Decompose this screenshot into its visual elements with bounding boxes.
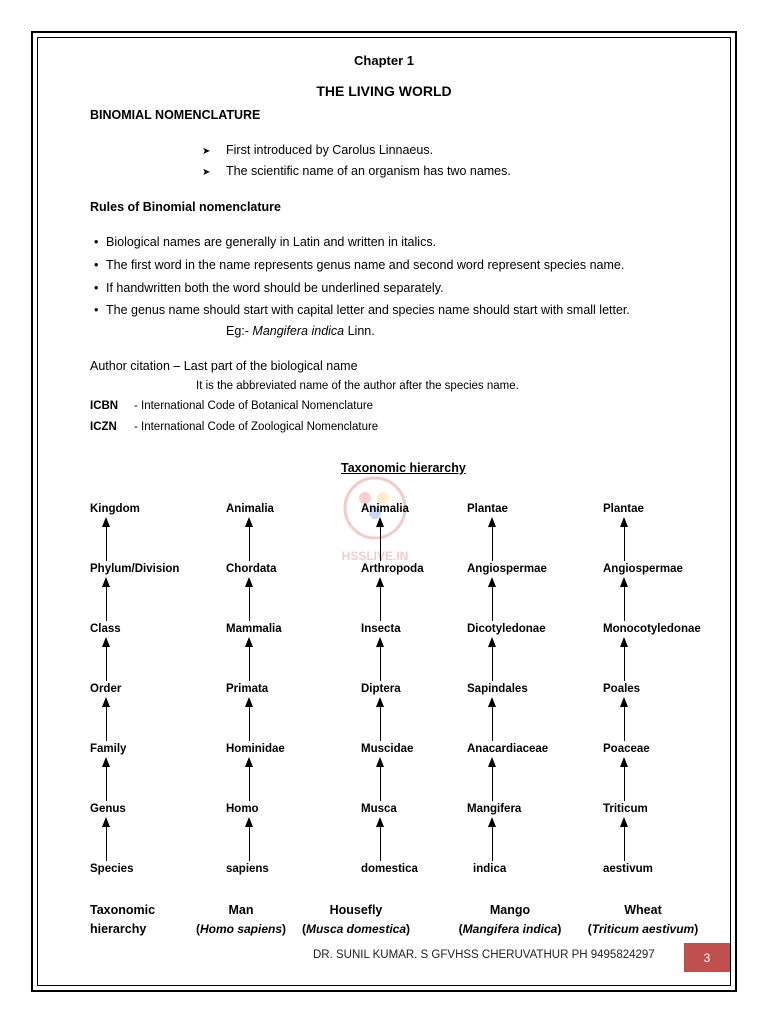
up-arrow-icon — [106, 759, 107, 801]
taxon-rank-cell: Mangifera — [467, 803, 522, 815]
up-arrow-icon — [492, 759, 493, 801]
taxon-rank-cell: Mammalia — [226, 623, 282, 635]
up-arrow-icon — [380, 579, 381, 621]
organism-common-name: Mango — [489, 903, 531, 917]
up-arrow-icon — [624, 579, 625, 621]
taxon-rank-cell: Poaceae — [603, 743, 650, 755]
up-arrow-icon — [106, 819, 107, 861]
taxon-rank-cell: Dicotyledonae — [467, 623, 546, 635]
scientific-name-text: Mangifera indica — [462, 922, 558, 936]
up-arrow-icon — [624, 759, 625, 801]
taxon-level-label: Phylum/Division — [90, 563, 180, 575]
up-arrow-icon — [249, 819, 250, 861]
taxon-level-label: Kingdom — [90, 503, 140, 515]
list-item: • The first word in the name represents genus name and second word represent species name. — [94, 258, 625, 272]
up-arrow-icon — [106, 519, 107, 561]
arrowhead-bullet-icon: ➤ — [202, 146, 211, 157]
taxon-rank-cell: domestica — [361, 863, 418, 875]
up-arrow-icon — [106, 639, 107, 681]
arrowhead-bullet-icon: ➤ — [202, 167, 211, 178]
taxon-rank-cell: Musca — [361, 803, 397, 815]
bullet-icon: • — [94, 303, 99, 317]
up-arrow-icon — [380, 819, 381, 861]
organism-scientific-name: (Triticum aestivum) — [587, 922, 699, 936]
list-item: ➤ First introduced by Carolus Linnaeus. — [202, 143, 434, 157]
taxon-rank-cell: aestivum — [603, 863, 653, 875]
organism-common-name: Wheat — [624, 903, 662, 917]
author-citation-note: It is the abbreviated name of the author after the species name. — [196, 380, 519, 392]
up-arrow-icon — [624, 699, 625, 741]
up-arrow-icon — [624, 639, 625, 681]
up-arrow-icon — [624, 519, 625, 561]
page-title: THE LIVING WORLD — [316, 83, 452, 99]
organism-scientific-name: (Musca domestica) — [301, 922, 411, 936]
footer-label: hierarchy — [90, 922, 147, 936]
taxon-rank-cell: Primata — [226, 683, 269, 695]
taxon-level-label: Family — [90, 743, 127, 755]
list-item: • Biological names are generally in Latin and written in italics. — [94, 235, 437, 249]
up-arrow-icon — [380, 699, 381, 741]
taxon-rank-cell: Angiospermae — [603, 563, 683, 575]
organism-scientific-name: (Mangifera indica) — [458, 922, 562, 936]
up-arrow-icon — [380, 639, 381, 681]
taxon-rank-cell: Diptera — [361, 683, 401, 695]
list-item: ➤ The scientific name of an organism has two names. — [202, 164, 511, 178]
taxon-rank-cell: Animalia — [361, 503, 409, 515]
taxon-rank-cell: Insecta — [361, 623, 401, 635]
up-arrow-icon — [624, 819, 625, 861]
taxon-level-label: Class — [90, 623, 121, 635]
up-arrow-icon — [492, 639, 493, 681]
bullet-icon: • — [94, 258, 99, 272]
author-citation: Author citation – Last part of the biological name — [90, 359, 358, 373]
footer-label: Taxonomic — [90, 903, 156, 917]
taxonomy-heading: Taxonomic hierarchy — [341, 461, 466, 475]
organism-common-name: Man — [228, 903, 254, 917]
example-line: Eg:- Mangifera indica Linn. — [226, 324, 375, 338]
list-item: • The genus name should start with capital letter and species name should start with small letter. — [94, 303, 630, 317]
up-arrow-icon — [249, 579, 250, 621]
scientific-name-text: Triticum aestivum — [591, 922, 695, 936]
up-arrow-icon — [492, 819, 493, 861]
section-heading-rules: Rules of Binomial nomenclature — [90, 200, 282, 214]
svg-text:HSSLIVE.IN: HSSLIVE.IN — [341, 549, 409, 563]
up-arrow-icon — [106, 699, 107, 741]
taxon-rank-cell: indica — [473, 863, 507, 875]
organism-common-name: Housefly — [329, 903, 383, 917]
taxon-rank-cell: Sapindales — [467, 683, 528, 695]
up-arrow-icon — [492, 699, 493, 741]
up-arrow-icon — [249, 759, 250, 801]
taxon-rank-cell: Angiospermae — [467, 563, 547, 575]
up-arrow-icon — [106, 579, 107, 621]
taxon-rank-cell: Plantae — [603, 503, 644, 515]
code-row-iczn: ICZN - International Code of Zoological Nomenclature — [90, 421, 379, 433]
footer-author-info: DR. SUNIL KUMAR. S GFVHSS CHERUVATHUR PH 9495824297 — [313, 949, 655, 961]
taxon-rank-cell: Poales — [603, 683, 641, 695]
up-arrow-icon — [492, 519, 493, 561]
scientific-name-text: Homo sapiens — [199, 922, 283, 936]
taxon-rank-cell: Anacardiaceae — [467, 743, 549, 755]
up-arrow-icon — [249, 519, 250, 561]
taxon-rank-cell: Hominidae — [226, 743, 285, 755]
up-arrow-icon — [492, 579, 493, 621]
taxon-rank-cell: Homo — [226, 803, 259, 815]
chapter-label: Chapter 1 — [354, 53, 414, 68]
hsslive-watermark-logo — [325, 468, 425, 568]
taxon-rank-cell: Chordata — [226, 563, 277, 575]
bullet-icon: • — [94, 235, 99, 249]
up-arrow-icon — [380, 519, 381, 561]
scientific-name-text: Musca domestica — [305, 922, 407, 936]
taxon-rank-cell: sapiens — [226, 863, 269, 875]
bullet-icon: • — [94, 281, 99, 295]
code-row-icbn: ICBN - International Code of Botanical Nomenclature — [90, 400, 374, 412]
taxon-rank-cell: Plantae — [467, 503, 508, 515]
list-item: • If handwritten both the word should be underlined separately. — [94, 281, 444, 295]
page-number: 3 — [684, 943, 730, 972]
taxon-level-label: Species — [90, 863, 134, 875]
taxon-level-label: Order — [90, 683, 122, 695]
taxon-level-label: Genus — [90, 803, 126, 815]
section-heading-binomial: BINOMIAL NOMENCLATURE — [90, 108, 261, 122]
up-arrow-icon — [380, 759, 381, 801]
taxon-rank-cell: Arthropoda — [361, 563, 424, 575]
taxon-rank-cell: Animalia — [226, 503, 274, 515]
taxon-rank-cell: Monocotyledonae — [603, 623, 701, 635]
taxon-rank-cell: Triticum — [603, 803, 648, 815]
organism-scientific-name: (Homo sapiens) — [195, 922, 287, 936]
taxon-rank-cell: Muscidae — [361, 743, 414, 755]
up-arrow-icon — [249, 699, 250, 741]
up-arrow-icon — [249, 639, 250, 681]
